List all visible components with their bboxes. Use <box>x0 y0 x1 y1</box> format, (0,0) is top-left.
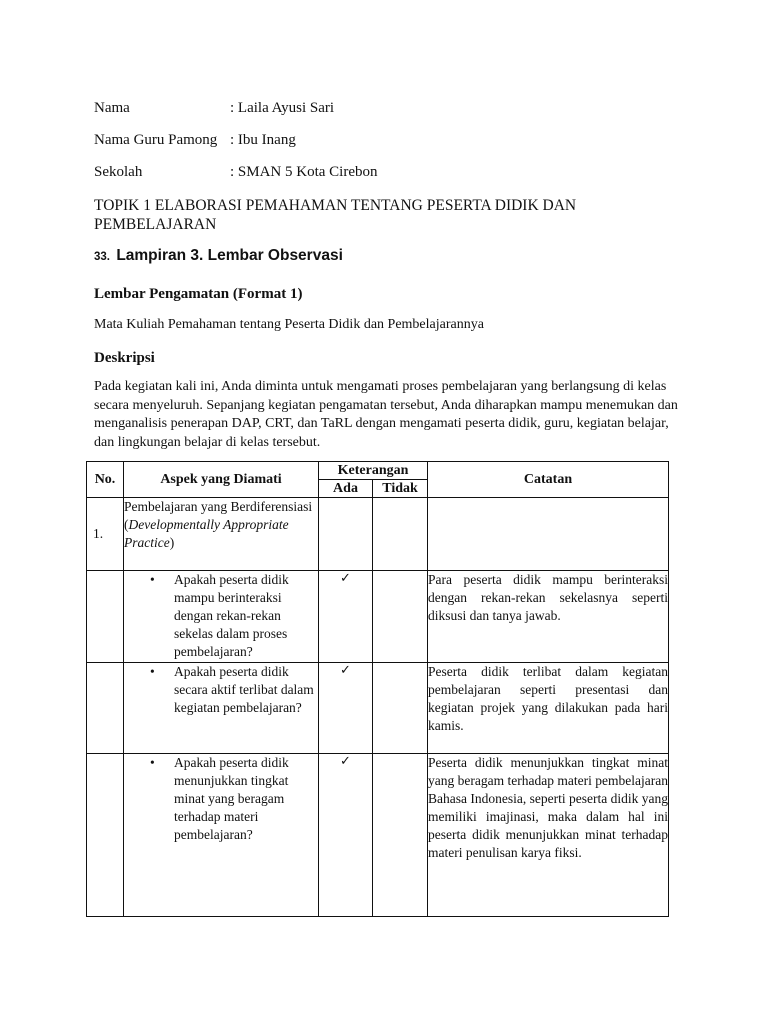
observation-table <box>86 461 669 917</box>
sekolah-label: Sekolah <box>94 164 143 180</box>
aspek-item: • Apakah peserta didik secara aktif terlibat dalam kegiatan pembelajaran? <box>150 664 314 715</box>
lampiran-number: 33. <box>94 251 110 263</box>
guru-pamong-label: Nama Guru Pamong <box>94 132 218 148</box>
ada-checkmark: ✓ <box>319 571 373 663</box>
table-row <box>87 754 669 917</box>
nama-row <box>94 100 334 117</box>
sekolah-row <box>94 164 378 181</box>
section-title: Pembelajaran yang Berdiferensiasi (Developmentally Appropriate Practice) <box>124 498 319 571</box>
ada-checkmark: ✓ <box>319 663 373 754</box>
header-aspek: Aspek yang Diamati <box>124 462 319 498</box>
header-catatan: Catatan <box>428 462 669 498</box>
catatan-cell: Para peserta didik mampu berinteraksi dengan rekan-rekan sekelasnya seperti diksusi dan tanya jawab. <box>428 571 669 663</box>
aspek-item: • Apakah peserta didik mampu berinteraksi dengan rekan-rekan sekelas dalam proses pembelajaran? <box>150 572 289 659</box>
section-catatan <box>428 498 669 571</box>
guru-pamong-row <box>94 132 296 149</box>
tidak-cell <box>373 663 428 754</box>
deskripsi-heading: Deskripsi <box>94 350 155 366</box>
section-row <box>87 498 669 571</box>
table-row <box>87 663 669 754</box>
lampiran-title: Lampiran 3. Lembar Observasi <box>116 247 343 264</box>
section-tidak <box>373 498 428 571</box>
catatan-cell: Peserta didik menunjukkan tingkat minat yang beragam terhadap materi pembelajaran Bahasa Indonesia, seperti peserta didik yang memiliki imajinasi, maka dalam hal ini peserta didik menunjukkan minat terhadap materi penulisan karya fiksi. <box>428 754 669 917</box>
header-tidak: Tidak <box>373 480 428 498</box>
nama-label: Nama <box>94 100 130 116</box>
bullet-icon: • <box>150 664 155 679</box>
bullet-icon: • <box>150 572 155 587</box>
section-ada <box>319 498 373 571</box>
ada-checkmark: ✓ <box>319 754 373 917</box>
deskripsi-text: Pada kegiatan kali ini, Anda diminta untuk mengamati proses pembelajaran yang berlangsung di kelas secara menyeluruh. Sepanjang kegiatan pengamatan tersebut, Anda diharapkan mampu menemukan dan menganalisis penerapan DAP, CRT, dan TaRL dengan mengamati peserta didik, guru, kegiatan belajar, dan lingkungan belajar di kelas tersebut. <box>94 379 678 450</box>
topic-heading: TOPIK 1 ELABORASI PEMAHAMAN TENTANG PESERTA DIDIK DAN PEMBELAJARAN <box>94 197 577 233</box>
mata-kuliah: Mata Kuliah Pemahaman tentang Peserta Didik dan Pembelajarannya <box>94 317 484 332</box>
header-no: No. <box>87 462 124 498</box>
lampiran-heading <box>94 247 343 265</box>
nama-value: : Laila Ayusi Sari <box>230 100 335 116</box>
tidak-cell <box>373 754 428 917</box>
table-row <box>87 571 669 663</box>
sekolah-value: : SMAN 5 Kota Cirebon <box>230 164 378 180</box>
tidak-cell <box>373 571 428 663</box>
aspek-item: • Apakah peserta didik menunjukkan tingkat minat yang beragam terhadap materi pembelajaran? <box>150 755 289 842</box>
catatan-cell: Peserta didik terlibat dalam kegiatan pembelajaran seperti presentasi dan kegiatan projek yang dilakukan pada hari kamis. <box>428 663 669 754</box>
bullet-icon: • <box>150 755 155 770</box>
section-number: 1. <box>87 498 124 571</box>
header-keterangan: Keterangan <box>319 462 428 480</box>
header-ada: Ada <box>319 480 373 498</box>
guru-pamong-value: : Ibu Inang <box>230 132 296 148</box>
lembar-title: Lembar Pengamatan (Format 1) <box>94 286 303 302</box>
